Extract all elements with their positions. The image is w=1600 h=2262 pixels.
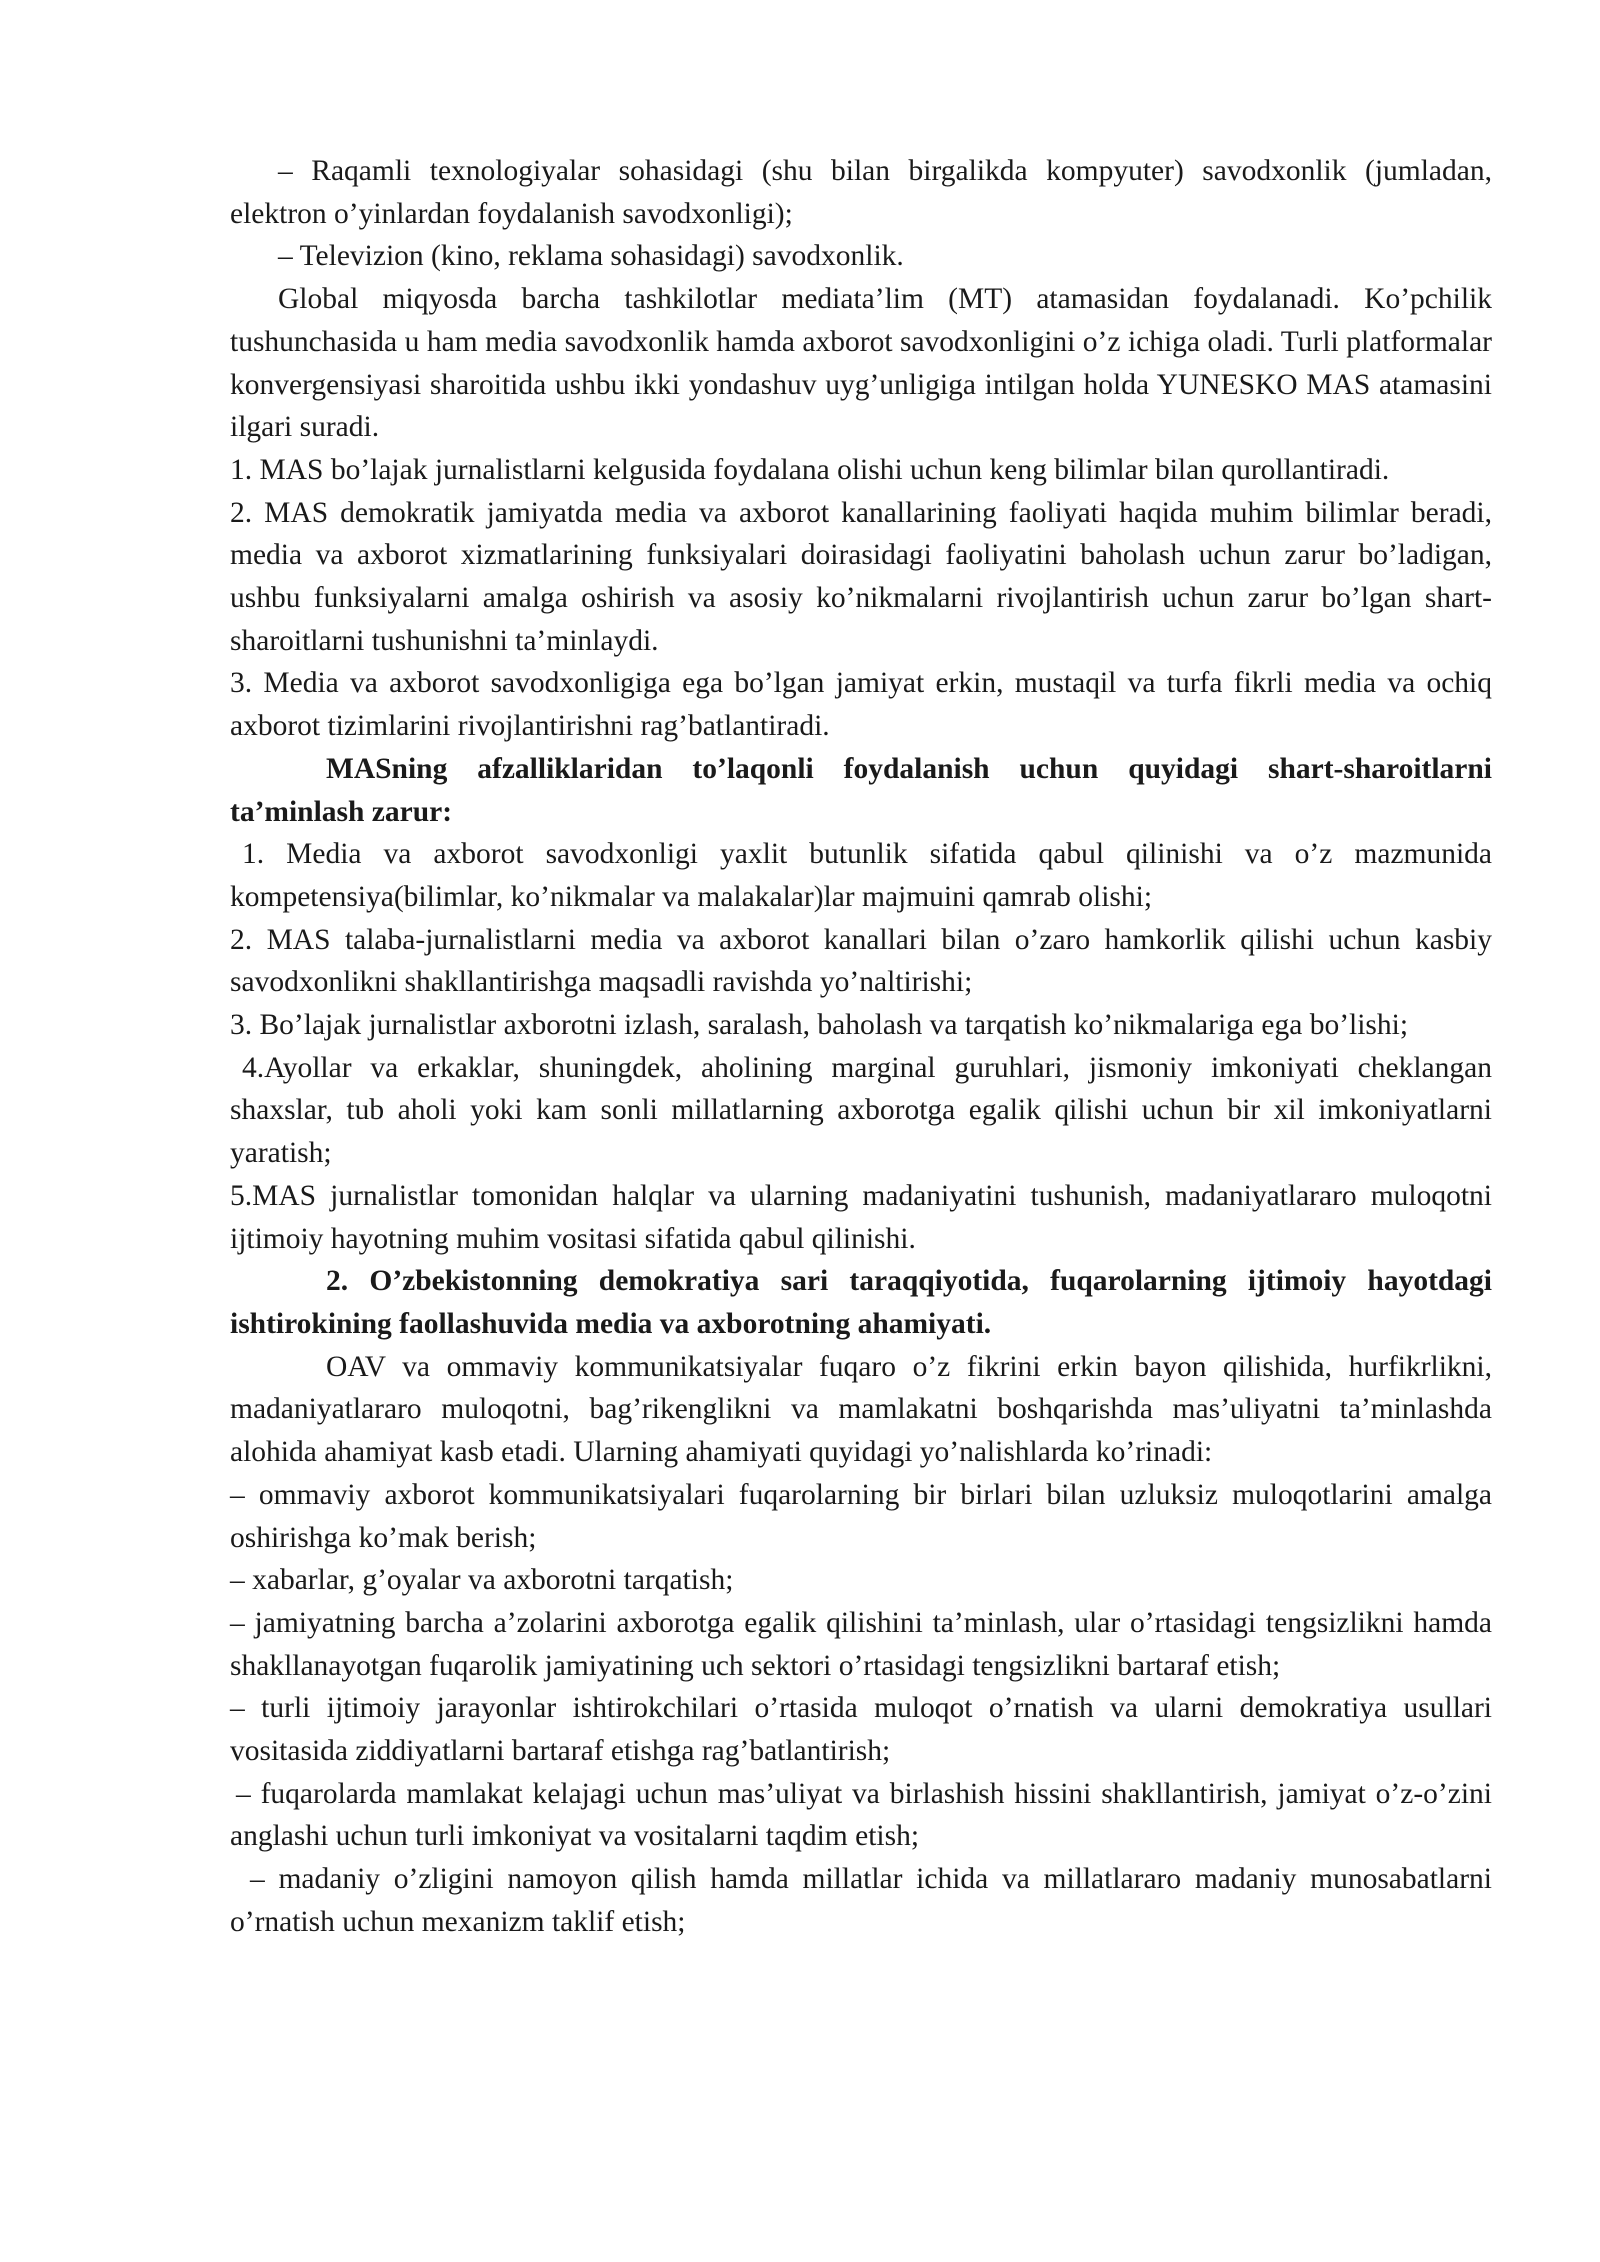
list-item-digital-literacy: – Raqamli texnologiyalar sohasidagi (shu bilan birgalikda kompyuter) savodxonlik (jumladan, elektron o’yinlardan foydalanish savodxonligi); [230,155,1492,230]
dash-item-6: – madaniy o’zligini namoyon qilish hamda millatlar ichida va millatlararo madaniy munosabatlarni o’rnatish uchun mexanizm taklif etish; [230,1863,1492,1938]
dash-item-4: – turli ijtimoiy jarayonlar ishtirokchilari o’rtasida muloqot o’rnatish va ularni demokratiya usullari vositasida ziddiyatlarni bartaraf etishga rag’batlantirish; [230,1692,1492,1768]
list-item-tv-literacy: – Televizion (kino, reklama sohasidagi) savodxonlik. [278,240,904,273]
condition-item-1: 1. Media va axborot savodxonligi yaxlit butunlik sifatida qabul qilinishi va o’z mazmunida kompetensiya(bilimlar, ko’nikmalar va malakalar)lar majmuini qamrab olishi; [230,838,1492,913]
paragraph-oav: OAV va ommaviy kommunikatsiyalar fuqaro o’z fikrini erkin bayon qilishida, hurfikrlikni, madaniyatlararo muloqotni, bag’rikenglikni va mamlakatni boshqarishda mas’uliyatni ta’minlashda alohida ahamiyat kasb etadi. Ularning ahamiyati quyidagi yo’nalishlarda ko’rinadi: [230,1350,1492,1469]
numbered-item-3: 3. Media va axborot savodxonligiga ega bo’lgan jamiyat erkin, mustaqil va turfa fikrli media va ochiq axborot tizimlarini rivojlantirishni rag’batlantiradi. [230,667,1492,743]
numbered-item-2: 2. MAS demokratik jamiyatda media va axborot kanallarining faoliyati haqida muhim bilimlar beradi, media va axborot xizmatlarining funksiyalari doirasidagi faoliyatini baholash uchun zarur bo’ladigan, ushbu funksiyalarni amalga oshirish va asosiy ko’nikmalarni rivojlantirish uchun zarur bo’lgan shart-sharoitlarni tushunishni ta’minlaydi. [230,496,1492,657]
numbered-item-1: 1. MAS bo’lajak jurnalistlarni kelgusida foydalana olishi uchun keng bilimlar bilan qurollantiradi. [230,453,1390,486]
condition-item-2: 2. MAS talaba-jurnalistlarni media va axborot kanallari bilan o’zaro hamkorlik qilishi uchun kasbiy savodxonlikni shakllantirishga maqsadli ravishda yo’naltirishi; [230,923,1492,999]
condition-item-5: 5.MAS jurnalistlar tomonidan halqlar va ularning madaniyatini tushunish, madaniyatlararo muloqotni ijtimoiy hayotning muhim vositasi sifatida qabul qilinishi. [230,1179,1492,1255]
condition-item-4: 4.Ayollar va erkaklar, shuningdek, aholining marginal guruhlari, jismoniy imkoniyati cheklangan shaxslar, tub aholi yoki kam sonli millatlarning axborotga egalik qilishi uchun bir xil imkoniyatlarni yaratish; [230,1051,1492,1170]
document-page [230,150,1492,1944]
dash-item-5: – fuqarolarda mamlakat kelajagi uchun mas’uliyat va birlashish hissini shakllantirish, jamiyat o’z-o’zini anglashi uchun turli imkoniyat va vositalarni taqdim etish; [230,1777,1492,1853]
section-heading-2: 2. O’zbekistonning demokratiya sari taraqqiyotida, fuqarolarning ijtimoiy hayotdagi ishtirokining faollashuvida media va axborotning ahamiyati. [230,1265,1492,1340]
dash-item-1: – ommaviy axborot kommunikatsiyalari fuqarolarning bir birlari bilan uzluksiz muloqotlarini amalga oshirishga ko’mak berish; [230,1478,1492,1554]
condition-item-3: 3. Bo’lajak jurnalistlar axborotni izlash, saralash, baholash va tarqatish ko’nikmalariga ega bo’lishi; [230,1009,1409,1042]
dash-item-3: – jamiyatning barcha a’zolarini axborotga egalik qilishini ta’minlash, ular o’rtasidagi tengsizlikni hamda shakllanayotgan fuqarolik jamiyatining uch sektori o’rtasidagi tengsizlikni bartaraf etish; [230,1606,1492,1682]
paragraph-global-mt: Global miqyosda barcha tashkilotlar mediata’lim (MT) atamasidan foydalanadi. Ko’pchilik tushunchasida u ham media savodxonlik hamda axborot savodxonligini o’z ichiga oladi. Turli platformalar konvergensiyasi sharoitida ushbu ikki yondashuv uyg’unligiga intilgan holda YUNESKO MAS atamasini ilgari suradi. [230,283,1492,444]
dash-item-2: – xabarlar, g’oyalar va axborotni tarqatish; [230,1564,734,1597]
section-heading-mas-conditions: MASning afzalliklaridan to’laqonli foydalanish uchun quyidagi shart-sharoitlarni ta’minlash zarur: [230,752,1492,828]
